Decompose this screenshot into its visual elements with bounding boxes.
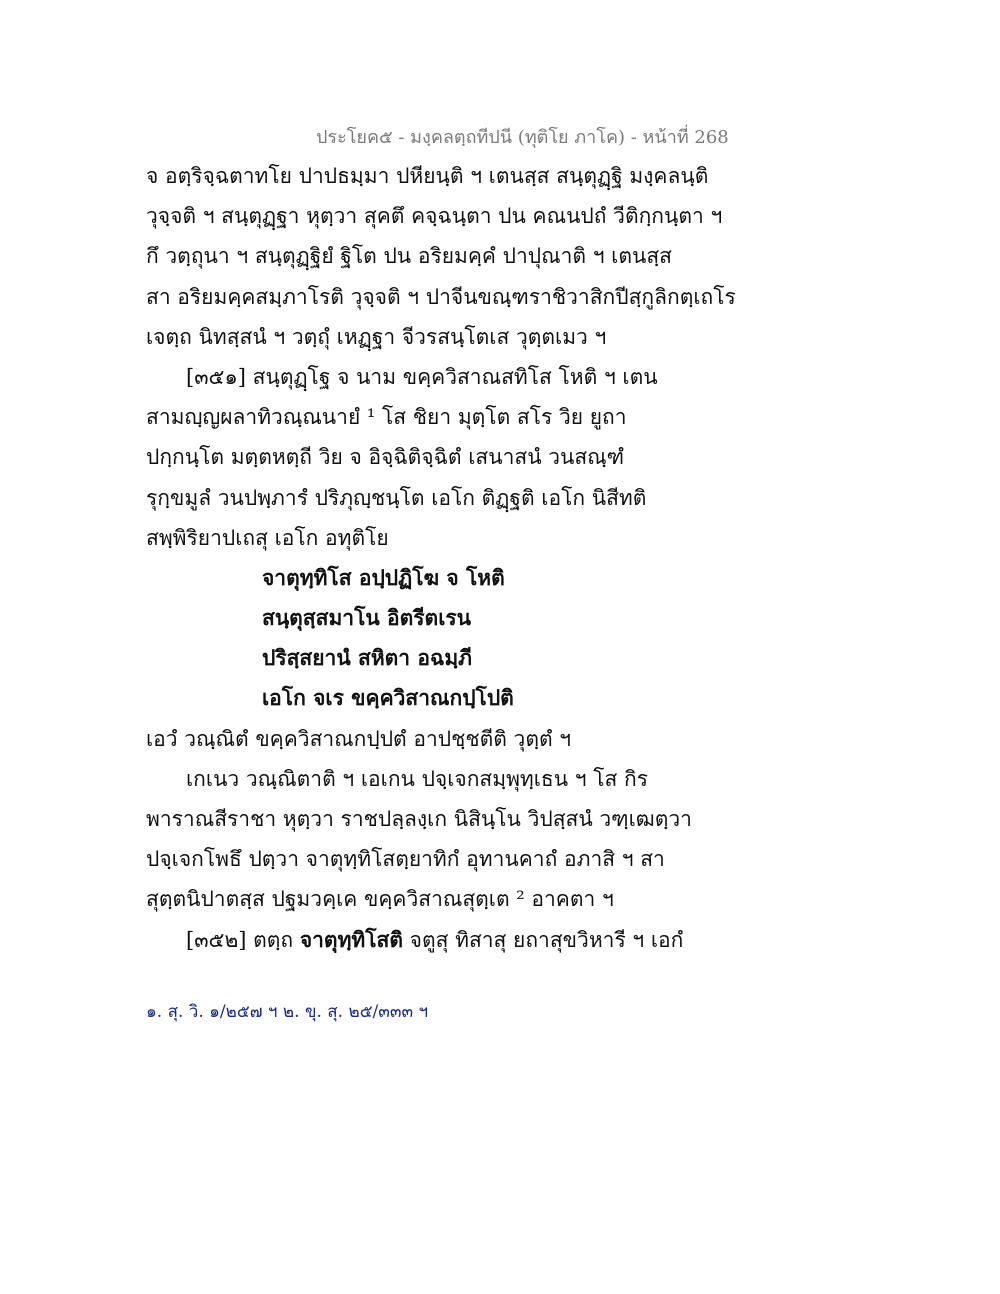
footnotes: ๑. สุ. วิ. ๑/๒๕๗ ฯ ๒. ขุ. สุ. ๒๕/๓๓๓ ฯ xyxy=(146,1002,429,1022)
paragraph-352-bold-term: จาตุทฺทิโสติ xyxy=(299,926,403,952)
text-line: เจตฺถ นิทสฺสนํ ฯ วตฺถุํ เหฏฺฐา จีวรสนฺโตเส วุตฺตเมว ฯ xyxy=(146,324,607,349)
text-line: พาราณสีราชา หุตฺวา ราชปลฺลงฺเก นิสินฺโน วิปสฺสนํ วฑฺเฒตฺวา xyxy=(146,807,692,831)
paragraph-352-first-line xyxy=(146,920,706,960)
verse-line: ปริสฺสยานํ สหิตา อฉมฺภี xyxy=(262,645,473,671)
text-line: สามญฺญผลาทิวณฺณนายํ ¹ โส ชิยา มุตฺโต สโร วิย ยูถา xyxy=(146,405,627,430)
text-line: ปกฺกนฺโต มตฺตหตฺถี วิย จ อิจฺฉิติจฺฉิตํ เสนาสนํ วนสณฺฑํ xyxy=(146,445,625,470)
page-body xyxy=(146,156,736,960)
text-line: ปจฺเจกโพธึ ปตฺวา จาตุทฺทิโสตฺยาทิกํ อุทานคาถํ อภาสิ ฯ สา xyxy=(146,847,665,872)
text-line: เอวํ วณฺณิตํ ขคฺควิสาณกปฺปตํ อาปชฺชตีติ วุตฺตํ ฯ xyxy=(146,726,572,751)
verse-line: จาตุทฺทิโส อปฺปฏิโฆ จ โหติ xyxy=(262,564,505,590)
text-line: สพฺพิริยาปเถสุ เอโก อทุติโย xyxy=(146,525,389,550)
verse-line: เอโก จเร ขคฺควิสาณกปฺโปติ xyxy=(262,685,514,711)
paragraph-351-first-line: [๓๕๑] สนฺตุฏฺโฐ จ นาม ขคฺควิสาณสทิโส โหติ ฯ เตน xyxy=(186,364,658,389)
paragraph-352-prefix: [๓๕๒] ตตฺถ xyxy=(186,927,300,952)
text-line: รุกฺขมูลํ วนปพฺภารํ ปริภุญฺชนฺโต เอโก ติฏฺฐติ เอโก นิสีทติ xyxy=(146,485,647,510)
text-line: สา อริยมคฺคสมฺภาโรติ วุจฺจติ ฯ ปาจีนขณฺฑราชิวาสิกปีสฺกูลิกตฺเถโร xyxy=(146,284,736,309)
text-line: จ อตฺริจฺฉตาทโย ปาปธมฺมา ปหียนฺติ ฯ เตนสฺส สนฺตุฏฺฐิ มงฺคลนฺติ xyxy=(146,164,709,188)
text-line: วุจฺจติ ฯ สนฺตุฏฺฐา หุตฺวา สุคตึ คจฺฉนฺตา ปน คณนปถํ วีติกฺกนฺตา ฯ xyxy=(146,204,723,229)
text-line: สุตฺตนิปาตสฺส ปฐมวคฺเค ขคฺควิสาณสุตฺเต ² อาคตา ฯ xyxy=(146,887,614,912)
paragraph-kenava-first-line: เกเนว วณฺณิตาติ ฯ เอเกน ปจฺเจกสมฺพุทฺเธน ฯ โส กิร xyxy=(186,766,649,791)
running-header: ประโยค๕ - มงฺคลตฺถทีปนี (ทุติโย ภาโค) - หน้าที่ 268 xyxy=(316,127,729,148)
text-line: กึ วตฺถุนา ฯ สนฺตุฏฺฐิยํ ฐิโต ปน อริยมคฺคํ ปาปุณาติ ฯ เตนสฺส xyxy=(146,244,672,269)
verse-line: สนฺตุสฺสมาโน อิตรีตเรน xyxy=(262,605,472,631)
paragraph-352-suffix: จตูสุ ทิสาสุ ยถาสุขวิหารี ฯ เอกํ xyxy=(402,927,684,952)
